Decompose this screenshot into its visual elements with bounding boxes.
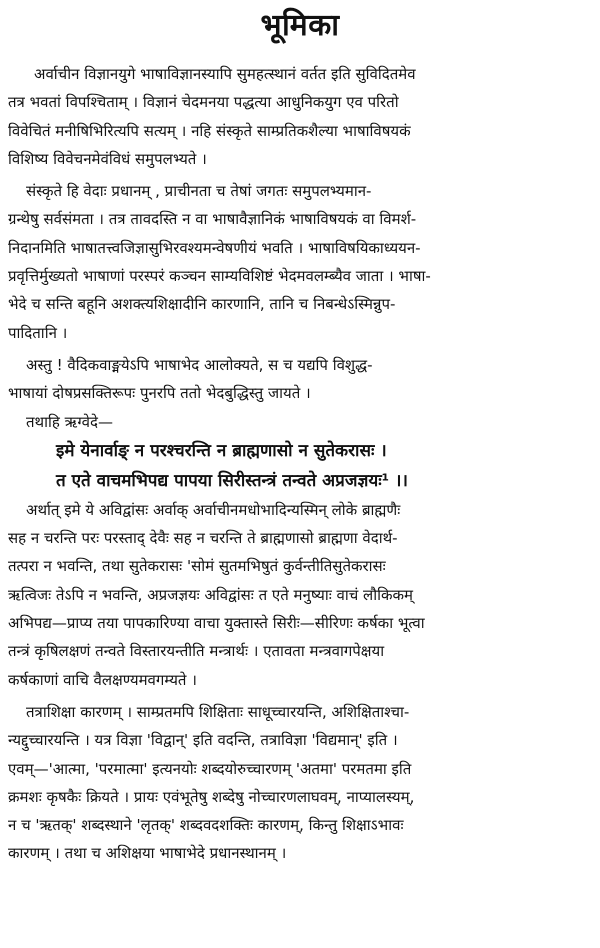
text-line: अभिपद्य—प्राप्य तया पापकारिण्या वाचा युक्तास्ते सिरीः—सीरिणः कर्षका भूत्वा: [8, 614, 425, 633]
paragraph-vedas: [8, 177, 592, 347]
text-line: अस्तु ! वैदिकवाङ्मयेऽपि भाषाभेद आलोक्यते, स च यद्यपि विशुद्ध-: [26, 355, 373, 374]
text-line: तथाहि ऋग्वेदे—: [26, 412, 113, 431]
text-line: भेदे च सन्ति बहूनि अशक्त्यशिक्षादीनि कारणानि, तानि च निबन्धेऽस्मिन्नुप-: [8, 295, 396, 314]
paragraph-lack-of-education: [8, 698, 592, 868]
text-line: न च 'ऋतक्' शब्दस्थाने 'लृतक्' शब्दवदशक्तिः कारणम्, किन्तु शिक्षाऽभावः: [8, 816, 404, 835]
text-line: विशिष्य विवेचनमेवंविधं समुपलभ्यते ।: [8, 149, 207, 168]
text-line: निदानमिति भाषातत्त्वजिज्ञासुभिरवश्यमन्वेषणीयं भवति । भाषाविषयिकाध्ययन-: [8, 238, 421, 257]
text-line: प्रवृत्तिर्मुख्यतो भाषाणां परस्परं कञ्चन साम्यविशिष्टं भेदमवलम्ब्यैव जाता । भाषा-: [8, 267, 431, 286]
text-line: कारणम् । तथा च अशिक्षया भाषाभेदे प्रधानस्थानम् ।: [8, 844, 287, 863]
text-line: संस्कृते हि वेदाः प्रधानम् , प्राचीनता च तेषां जगतः समुपलभ्यमान-: [26, 182, 372, 201]
text-line: अर्थात् इमे ये अविद्वांसः अर्वाक् अर्वाचीनमधोभादिन्यस्मिन् लोके ब्राह्मणैः: [26, 500, 401, 519]
text-line: विवेचितं मनीषिभिरित्यपि सत्यम् । नहि संस्कृते साम्प्रतिकशैल्या भाषाविषयकं: [8, 121, 411, 140]
text-line: पादितानि ।: [8, 323, 68, 342]
text-line: तत्राशिक्षा कारणम् । साम्प्रतमपि शिक्षिताः साधूच्चारयन्ति, अशिक्षिताश्चा-: [26, 702, 410, 721]
text-line: न्यद्दुच्चारयन्ति । यत्र विज्ञा 'विद्वान्' इति वदन्ति, तत्राविज्ञा 'विद्यमान्' इति ।: [8, 731, 398, 750]
paragraph-verse-meaning: [8, 496, 592, 694]
text-line: तन्त्रं कृषिलक्षणं तन्वते विस्तारयन्तीति मन्त्रार्थः । एतावता मन्त्रवागपेक्षया: [8, 642, 385, 661]
text-line: क्रमशः कृषकैः क्रियते । प्रायः एवंभूतेषु शब्देषु नोच्चारणलाघवम्, नाप्यालस्यम्,: [8, 787, 415, 806]
text-line: सह न चरन्ति परः परस्ताद् देवैः सह न चरन्ति ते ब्राह्मणासो ब्राह्मणा वेदार्थ-: [8, 529, 398, 548]
paragraph-vedic-language: [8, 351, 592, 436]
paragraph-intro: [8, 60, 592, 173]
text-line: भाषायां दोषप्रसक्तिरूपः पुनरपि ततो भेदबुद्धिस्तु जायते ।: [8, 384, 311, 403]
verse-line: इमे येनार्वाङ् न परश्चरन्ति न ब्राह्मणासो न सुतेकरासः ।: [56, 440, 387, 461]
page-title: भूमिका: [260, 8, 340, 43]
text-line: एवम्—'आत्मा, 'परमात्मा' इत्यनयोः शब्दयोरुच्चारणम् 'अतमा' परमतमा इति: [8, 759, 412, 778]
text-line: ऋत्विजः तेऽपि न भवन्ति, अप्रजज्ञयः अविद्वांसः त एते मनुष्याः वाचं लौकिकम्: [8, 585, 413, 604]
rigveda-verse: [8, 436, 592, 496]
verse-line: त एते वाचमभिपद्य पापया सिरीस्तन्त्रं तन्वते अप्रजज्ञयः¹ ।।: [56, 470, 408, 491]
text-line: तत्र भवतां विपश्चिताम् । विज्ञानं चेदमनया पद्धत्या आधुनिकयुग एव परितो: [8, 93, 399, 112]
text-line: अर्वाचीन विज्ञानयुगे भाषाविज्ञानस्यापि सुमहत्स्थानं वर्तत इति सुविदितमेव: [34, 65, 416, 83]
text-line: कर्षकाणां वाचि वैलक्षण्यमवगम्यते ।: [8, 670, 197, 689]
text-line: ग्रन्थेषु सर्वसंमता । तत्र तावदस्ति न वा भाषावैज्ञानिकं भाषाविषयकं वा विमर्श-: [8, 210, 417, 229]
text-line: तत्परा न भवन्ति, तथा सुतेकरासः 'सोमं सुतमभिषुतं कुर्वन्तीतिसुतेकरासः: [8, 557, 386, 576]
